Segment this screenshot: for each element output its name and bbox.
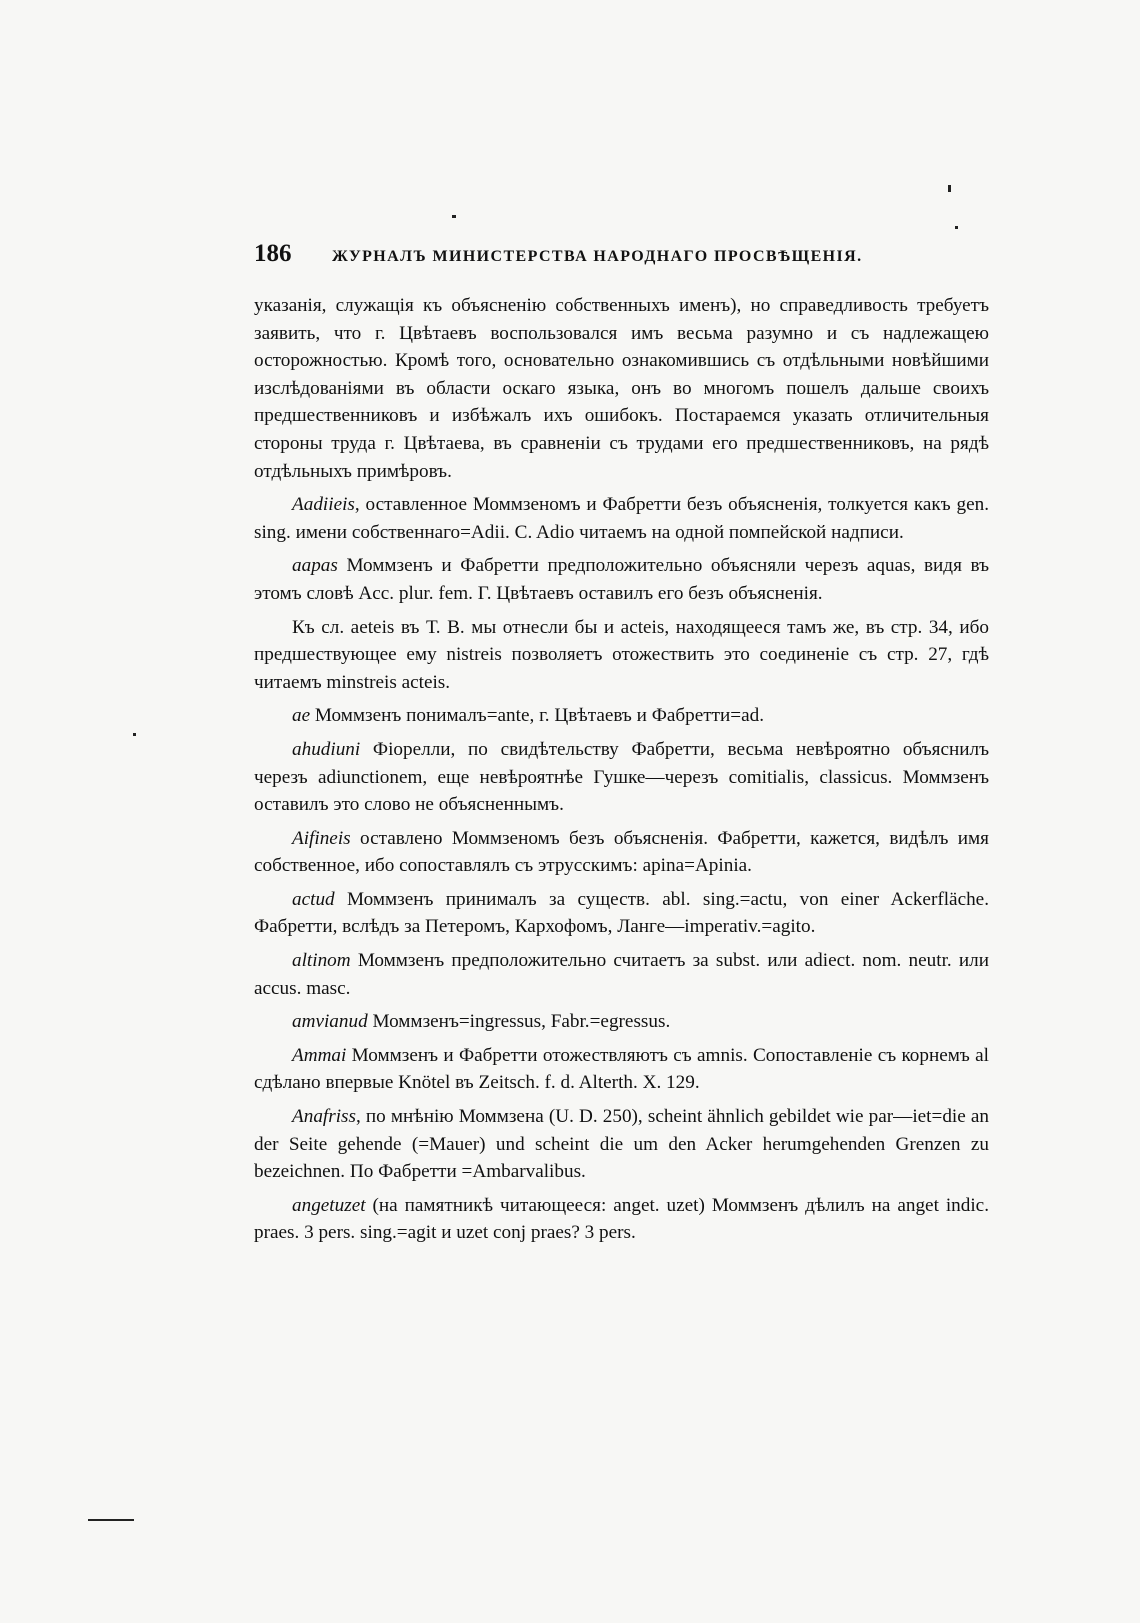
paragraph <box>254 552 989 607</box>
paragraph <box>254 825 989 880</box>
paragraph-text: Моммзенъ понималъ=ante, г. Цвѣтаевъ и Фабретти=ad. <box>310 705 765 727</box>
entry-word: ahudiuni <box>292 738 361 760</box>
scan-speck <box>948 185 951 192</box>
paragraph-text: Моммзенъ предположительно считаетъ за subst. или adiect. nom. neutr. или accus. masc. <box>254 950 989 999</box>
entry-word: angetuzet <box>292 1194 366 1216</box>
scan-speck <box>133 733 136 736</box>
entry-word: aapas <box>292 555 338 577</box>
paragraph <box>254 491 989 546</box>
paragraph <box>254 292 989 485</box>
paragraph <box>254 1042 989 1097</box>
paragraph <box>254 702 989 730</box>
paragraph <box>254 614 989 697</box>
paragraph-text: указанія, служащія къ объясненію собственныхъ именъ), но справедливость требуетъ заявить, что г. Цвѣтаевъ воспользовался имъ весьма разумно и съ надлежащею осторожностью. Кромѣ того, основательно ознакомившись съ отдѣльными новѣйшими изслѣдованіями въ области оскаго языка, онъ во многомъ пошелъ дальше своихъ предшественниковъ и избѣжалъ ихъ ошибокъ. Постараемся указать отличительныя стороны труда г. Цвѣтаева, въ сравненіи съ трудами его предшественниковъ, на рядѣ отдѣльныхъ примѣровъ. <box>254 295 989 482</box>
running-head: ЖУРНАЛЪ МИНИСТЕРСТВА НАРОДНАГО ПРОСВѢЩЕНІЯ. <box>332 248 863 265</box>
paragraph-text: Моммзенъ=ingressus, Fabr.=egressus. <box>367 1011 671 1033</box>
entry-word: actud <box>292 888 335 910</box>
entry-word: Aifineis <box>292 827 351 849</box>
paragraph-text: Моммзенъ и Фабретти предположительно объясняли черезъ aquas, видя въ этомъ словѣ Acc. plur. fem. Г. Цвѣтаевъ оставилъ его безъ объясненія. <box>254 555 989 604</box>
scan-speck <box>88 1519 134 1521</box>
paragraph-text: , оставленное Моммзеномъ и Фабретти безъ объясненія, толкуется какъ gen. sing. имени собственнаго=Adii. C. Adio читаемъ на одной помпейской надписи. <box>254 494 989 543</box>
entry-word: altinom <box>292 950 351 972</box>
entry-word: Ammai <box>292 1044 347 1066</box>
paragraph-text: оставлено Моммзеномъ безъ объясненія. Фабретти, кажется, видѣлъ имя собственное, ибо сопоставлялъ съ этрусскимъ: apina=Apinia. <box>254 827 989 877</box>
paragraph <box>254 736 989 819</box>
paragraph <box>254 1008 989 1036</box>
paragraph <box>254 1192 989 1247</box>
entry-word: amvianud <box>292 1011 368 1033</box>
paragraph <box>254 947 989 1002</box>
paragraph-text: (на памятникѣ читающееся: anget. uzet) Моммзенъ дѣлилъ на anget indic. praes. 3 pers. sing.=agit и uzet conj praes? 3 pers. <box>254 1194 989 1244</box>
paragraph <box>254 886 989 941</box>
paragraph-text: Моммзенъ и Фабретти отожествляютъ съ amnis. Сопоставленіе съ корнемъ al сдѣлано впервые Knötel въ Zeitsch. f. d. Alterth. X. 129. <box>254 1044 989 1094</box>
entry-word: ae <box>292 705 311 727</box>
scan-speck <box>955 226 958 229</box>
page-number: 186 <box>254 240 292 267</box>
entry-word: Anafriss <box>292 1106 356 1128</box>
paragraph-text: , по мнѣнію Моммзена (U. D. 250), scheint ähnlich gebildet wie par—iet=die an der Seite gehende (=Mauer) und scheint die um den Acker herumgehenden Grenzen zu bezeichnen. По Фабретти =Ambarvalibus. <box>254 1106 989 1183</box>
paragraph-text: Фіорелли, по свидѣтельству Фабретти, весьма невѣроятно объяснилъ черезъ adiunctionem, еще невѣроятнѣе Гушке—черезъ comitialis, classicus. Моммзенъ оставилъ это слово не объясненнымъ. <box>254 738 989 816</box>
page-header <box>254 240 989 268</box>
body-text <box>254 292 989 1253</box>
paragraph <box>254 1103 989 1186</box>
scan-speck <box>452 215 456 218</box>
entry-word: Aadiieis <box>292 494 355 516</box>
paragraph-text: Къ сл. aeteis въ Т. В. мы отнесли бы и acteis, находящееся тамъ же, въ стр. 34, ибо предшествующее ему nistreis позволяетъ отожествить это соединеніе съ стр. 27, гдѣ читаемъ minstreis acteis. <box>254 616 989 693</box>
paragraph-text: Моммзенъ принималъ за существ. abl. sing.=actu, von einer Ackerfläche. Фабретти, вслѣдъ за Петеромъ, Кархофомъ, Ланге—imperativ.=agito. <box>254 888 989 938</box>
